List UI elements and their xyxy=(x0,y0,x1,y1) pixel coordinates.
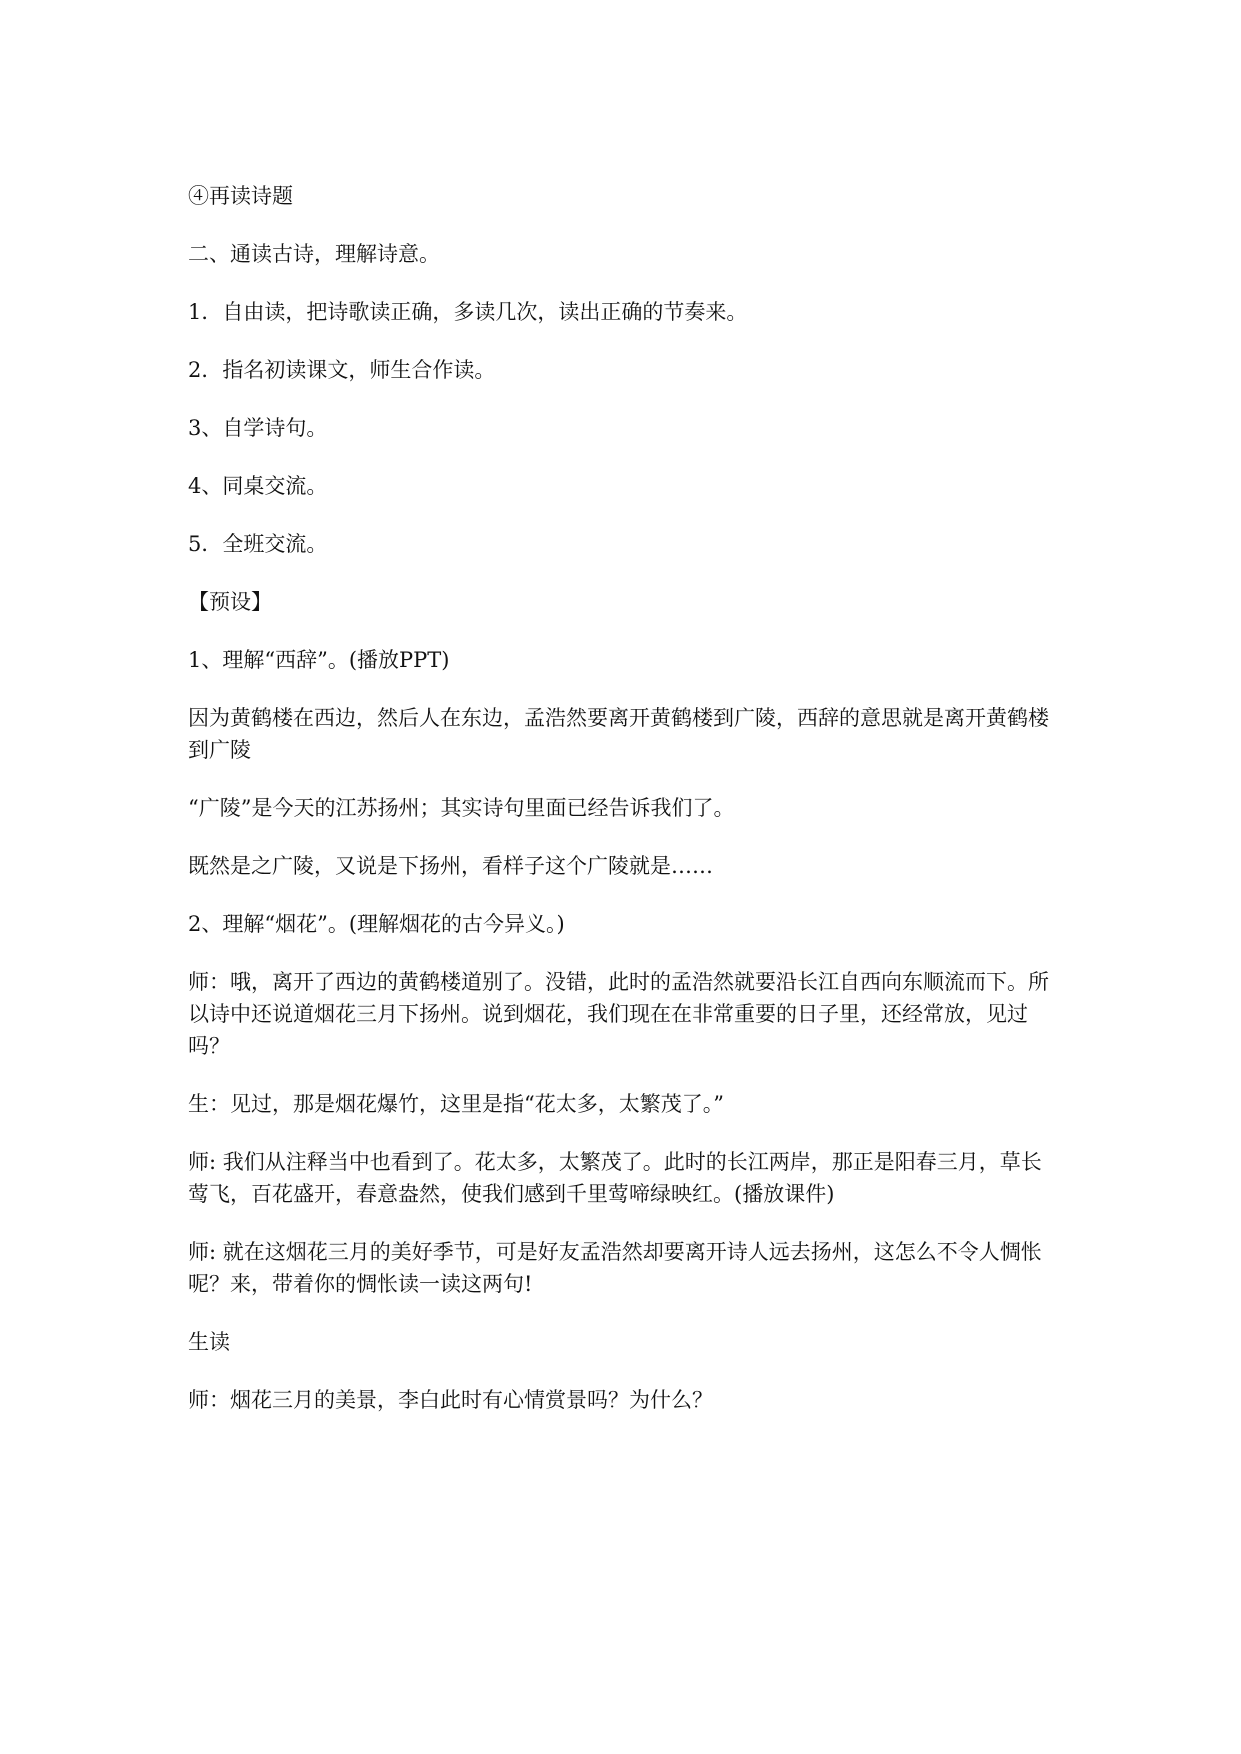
document-body xyxy=(188,180,1058,1416)
dialogue-teacher-1: 师：哦，离开了西边的黄鹤楼道别了。没错，此时的孟浩然就要沿长江自西向东顺流而下。所以诗中还说道烟花三月下扬州。说到烟花，我们现在在非常重要的日子里，还经常放，见过吗？ xyxy=(188,970,1049,1058)
paragraph-yangzhou: 既然是之广陵，又说是下扬州，看样子这个广陵就是…… xyxy=(188,854,713,878)
list-item-3: 3、自学诗句。 xyxy=(188,416,328,440)
dialogue-teacher-3: 师: 就在这烟花三月的美好季节，可是好友孟浩然却要离开诗人远去扬州，这怎么不令人惆怅呢？来，带着你的惆怅读一读这两句! xyxy=(188,1240,1042,1296)
preset-label: 【预设】 xyxy=(188,590,272,614)
paragraph-reread-title: ④再读诗题 xyxy=(188,184,293,208)
preset-item-1: 1、理解“西辞”。(播放PPT) xyxy=(188,648,450,672)
dialogue-teacher-4: 师：烟花三月的美景，李白此时有心情赏景吗？为什么？ xyxy=(188,1388,713,1412)
dialogue-student-1: 生：见过，那是烟花爆竹，这里是指“花太多，太繁茂了。” xyxy=(188,1092,724,1116)
list-item-2: 2．指名初读课文，师生合作读。 xyxy=(188,358,496,382)
list-item-1: 1．自由读，把诗歌读正确，多读几次，读出正确的节奏来。 xyxy=(188,300,748,324)
preset-item-2: 2、理解“烟花”。(理解烟花的古今异义。) xyxy=(188,912,565,936)
heading-section-two: 二、通读古诗，理解诗意。 xyxy=(188,242,440,266)
paragraph-xici-explanation: 因为黄鹤楼在西边，然后人在东边，孟浩然要离开黄鹤楼到广陵，西辞的意思就是离开黄鹤楼到广陵 xyxy=(188,706,1049,762)
list-item-5: 5．全班交流。 xyxy=(188,532,328,556)
dialogue-teacher-2: 师: 我们从注释当中也看到了。花太多，太繁茂了。此时的长江两岸，那正是阳春三月，草长莺飞，百花盛开，春意盎然，使我们感到千里莺啼绿映红。(播放课件) xyxy=(188,1150,1042,1206)
dialogue-student-read: 生读 xyxy=(188,1330,230,1354)
list-item-4: 4、同桌交流。 xyxy=(188,474,328,498)
paragraph-guangling: “广陵”是今天的江苏扬州；其实诗句里面已经告诉我们了。 xyxy=(188,796,735,820)
